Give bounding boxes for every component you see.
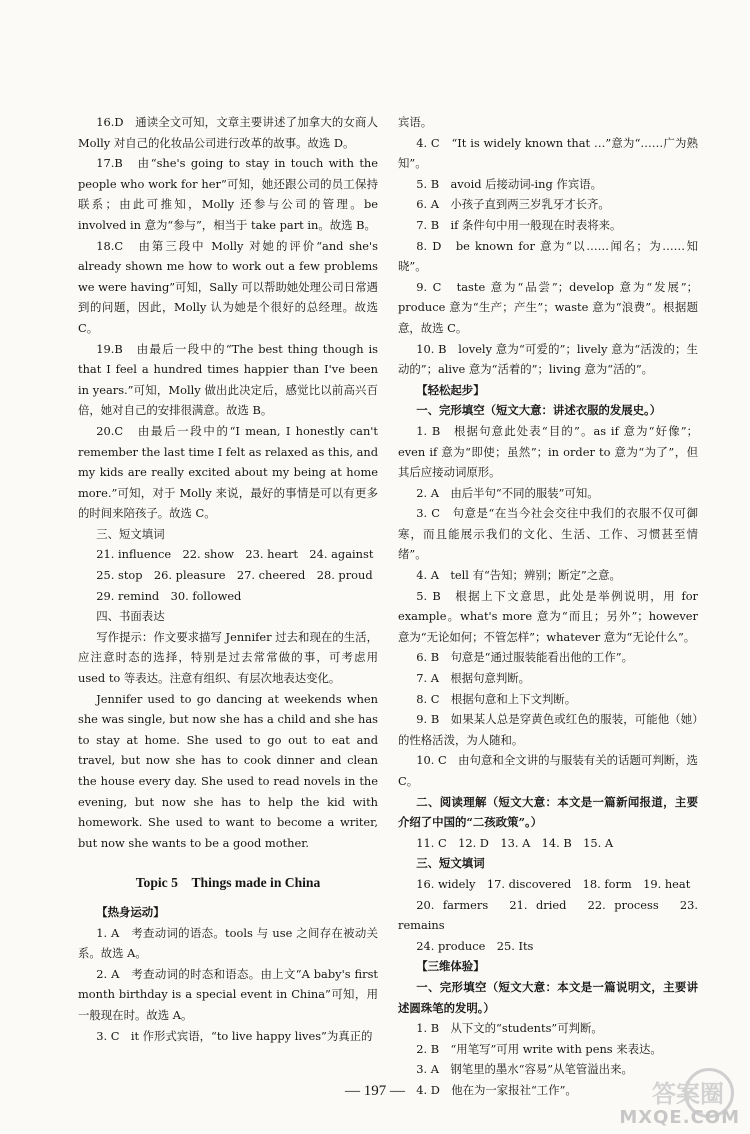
answer-paragraph: 3. C it 作形式宾语，“to live happy lives”为真正的 bbox=[96, 1028, 373, 1043]
answer-paragraph: 16. widely 17. discovered 18. form 19. heat bbox=[416, 876, 691, 891]
answer-paragraph: 10. B lovely 意为“可爱的”；lively 意为“活泼的；生动的”；alive 意为“活着的”；living 意为“活的”。 bbox=[398, 341, 698, 377]
answer-paragraph: 24. produce 25. Its bbox=[416, 938, 534, 953]
answer-paragraph: 1. B 根据句意此处表“目的”。as if 意为“好像”；even if 意为“即使；虽然”；in order to 意为“为了”，但其后应接动词原形。 bbox=[398, 423, 698, 480]
answer-paragraph: 1. B 从下文的“students”可判断。 bbox=[416, 1021, 603, 1036]
answer-paragraph: 三、短文填词 bbox=[416, 856, 485, 871]
answer-paragraph: 写作提示：作文要求描写 Jennifer 过去和现在的生活，应注意时态的选择，特别是过去常常做的事，可考虑用 used to 等表达。注意有组织、有层次地表达变化。 bbox=[78, 629, 378, 686]
answer-paragraph: 二、阅读理解（短文大意：本文是一篇新闻报道，主要介绍了中国的“二孩政策”。） bbox=[398, 794, 698, 830]
answer-paragraph: 9. C taste 意为“品尝”；develop 意为“发展”；produce 意为“生产；产生”；waste 意为“浪费”。根据题意，故选 C。 bbox=[398, 279, 698, 335]
answer-paragraph: 【热身运动】 bbox=[96, 904, 165, 919]
answer-paragraph: 3. A 钢笔里的墨水“容易”从笔管溢出来。 bbox=[416, 1062, 633, 1077]
answer-paragraph: 4. D 他在为一家报社“工作”。 bbox=[416, 1082, 577, 1097]
answer-paragraph: 8. C 根据句意和上下文判断。 bbox=[416, 691, 577, 706]
answer-paragraph: 25. stop 26. pleasure 27. cheered 28. proud bbox=[96, 568, 373, 583]
answer-paragraph: 【轻松起步】 bbox=[416, 382, 485, 397]
answer-paragraph: 7. B if 条件句中用一般现在时表将来。 bbox=[416, 217, 622, 232]
answer-paragraph: 5. B avoid 后接动词-ing 作宾语。 bbox=[416, 176, 602, 191]
answer-paragraph: 8. D be known for 意为“以……闻名；为……知晓”。 bbox=[398, 238, 698, 274]
answer-paragraph: 2. B “用笔写”可用 write with pens 来表达。 bbox=[416, 1041, 662, 1056]
answer-paragraph: 一、完形填空（短文大意：讲述衣服的发展史。） bbox=[416, 403, 662, 418]
answer-paragraph: 四、书面表达 bbox=[96, 609, 165, 624]
answer-paragraph: 9. B 如果某人总是穿黄色或红色的服装，可能他（她）的性格活泼，为人随和。 bbox=[398, 712, 698, 747]
answer-paragraph: 20.C 由最后一段中的“I mean, I honestly can't remember the last time I felt as relaxed as this, and my kids are really excited about my being at home more.”可知，对于 Molly 来说，最好的事情是可以有更多的时间来陪孩子。故选 C。 bbox=[78, 423, 378, 521]
answer-paragraph: 1. A 考查动词的语态。tools 与 use 之间存在被动关系。故选 A。 bbox=[78, 925, 378, 961]
topic-heading: Topic 5 Things made in China bbox=[135, 875, 321, 891]
right-paragraphs bbox=[398, 112, 698, 1101]
answer-paragraph: 11. C 12. D 13. A 14. B 15. A bbox=[416, 835, 614, 850]
answer-paragraph: 16.D 通读全文可知，文章主要讲述了加拿大的女商人 Molly 对自己的化妆品公司进行改革的故事。故选 D。 bbox=[78, 115, 378, 150]
answer-paragraph: Jennifer used to go dancing at weekends when she was single, but now she has a child and she has to stay at home. She used to go out to eat and travel, but now she has to cook dinner and clean the house every day. She used to read novels in the evening, but now she has to help the kid with homework. She used to want to become a writer, but now she wants to be a good mother. bbox=[78, 691, 378, 850]
page-number: — 197 — bbox=[345, 1083, 405, 1099]
answer-paragraph: 一、完形填空（短文大意：本文是一篇说明文，主要讲述圆珠笔的发明。） bbox=[398, 979, 698, 1015]
right-column bbox=[398, 112, 698, 1101]
answer-paragraph: 21. influence 22. show 23. heart 24. against bbox=[96, 547, 374, 562]
answer-paragraph: 宾语。 bbox=[398, 115, 433, 129]
answer-paragraph: 6. B 句意是“通过服装能看出他的工作”。 bbox=[416, 650, 633, 665]
answer-paragraph: 4. A tell 有“告知；辨别；断定”之意。 bbox=[416, 568, 621, 583]
answer-paragraph: 29. remind 30. followed bbox=[96, 588, 242, 603]
answer-paragraph: 19.B 由最后一段中的“The best thing though is that I feel a hundred times happier than I've been in years.”可知，Molly 做出此决定后，感觉比以前高兴百倍，她对自己的安排很满意。故选 B。 bbox=[78, 341, 378, 418]
answer-paragraph: 3. C 句意是“在当今社会交往中我们的衣服不仅可御寒，而且能展示我们的文化、生活、工作、习惯甚至情绪”。 bbox=[398, 506, 698, 562]
answer-paragraph: 2. A 考查动词的时态和语态。由上文“A baby's first month birthday is a special event in China”可知，用一般现在时。故选 A。 bbox=[78, 966, 378, 1022]
left-column bbox=[78, 112, 378, 1046]
answer-paragraph: 【三维体验】 bbox=[416, 959, 485, 974]
watermark-url: MXQE.COM bbox=[619, 1107, 740, 1128]
watermark-cn: 答案圈 bbox=[652, 1080, 724, 1108]
answer-paragraph: 18.C 由第三段中 Molly 对她的评价“and she's already shown me how to work out a few problems we were having”可知，Sally 可以帮助她处理公司日常遇到的问题，因此，Molly 认为她是个很好的总经理。故选 C。 bbox=[78, 238, 378, 335]
answer-paragraph: 三、短文填词 bbox=[96, 526, 165, 541]
answer-paragraph: 4. C “It is widely known that …”意为“……广为熟知”。 bbox=[398, 135, 698, 171]
watermark-logo bbox=[610, 1066, 742, 1128]
answer-paragraph: 7. A 根据句意判断。 bbox=[416, 671, 531, 686]
answer-paragraph: 10. C 由句意和全文讲的与服装有关的话题可判断，选 C。 bbox=[398, 753, 698, 788]
answer-paragraph: 6. A 小孩子直到两三岁乳牙才长齐。 bbox=[416, 197, 610, 212]
answer-paragraph: 5. B 根据上下文意思，此处是举例说明，用 for example。what's more 意为“而且；另外”；however 意为“无论如何；不管怎样”；whatever 意为“无论什么”。 bbox=[398, 588, 698, 644]
left-paragraphs-after-topic bbox=[78, 902, 378, 1046]
answer-paragraph: 2. A 由后半句“不同的服装”可知。 bbox=[416, 485, 599, 500]
left-paragraphs bbox=[78, 112, 378, 853]
answer-paragraph: 20. farmers 21. dried 22. process 23. remains bbox=[398, 897, 698, 933]
answer-paragraph: 17.B 由“she's going to stay in touch with the people who work for her”可知，她还跟公司的员工保持联系；由此可推知，Molly 还参与公司的管理。be involved in 意为“参与”，相当于 take part in。故选 B。 bbox=[78, 156, 378, 232]
